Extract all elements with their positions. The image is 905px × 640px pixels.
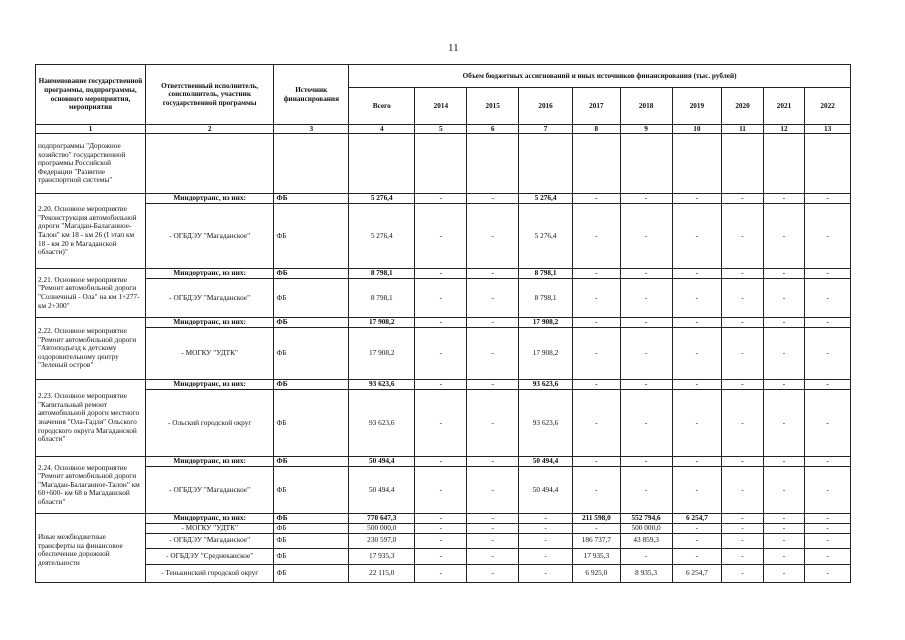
value-cell: -	[763, 467, 804, 514]
value-cell: -	[467, 390, 519, 457]
value-cell: 770 647,3	[349, 514, 415, 524]
executor-cell: Миндортранс, из них:	[145, 318, 274, 328]
value-cell: -	[415, 204, 467, 269]
value-cell: -	[573, 467, 621, 514]
table-row	[36, 548, 851, 564]
value-cell: -	[722, 279, 763, 318]
source-cell: ФБ	[274, 548, 349, 564]
value-cell: -	[722, 380, 763, 390]
value-cell: -	[722, 194, 763, 204]
table-row	[36, 380, 851, 390]
value-cell: -	[573, 204, 621, 269]
value-cell: -	[763, 390, 804, 457]
value-cell: -	[415, 533, 467, 548]
column-number-row	[36, 125, 851, 134]
value-cell: -	[467, 194, 519, 204]
source-cell: ФБ	[274, 318, 349, 328]
value-cell: -	[467, 269, 519, 279]
value-cell: -	[620, 457, 672, 467]
value-cell: 552 794,6	[620, 514, 672, 524]
value-cell: 93 623,6	[349, 380, 415, 390]
header-year: 2014	[415, 88, 467, 125]
table-row	[36, 269, 851, 279]
value-cell: -	[722, 390, 763, 457]
value-cell: -	[805, 269, 851, 279]
value-cell: -	[805, 524, 851, 534]
source-cell: ФБ	[274, 533, 349, 548]
value-cell: -	[415, 194, 467, 204]
value-cell: -	[672, 318, 722, 328]
value-cell: -	[722, 457, 763, 467]
value-cell: -	[415, 279, 467, 318]
header-year: 2016	[519, 88, 573, 125]
value-cell: -	[415, 269, 467, 279]
value-cell: -	[573, 318, 621, 328]
value-cell: -	[415, 548, 467, 564]
value-cell: -	[467, 467, 519, 514]
value-cell: -	[672, 467, 722, 514]
value-cell: 50 494,4	[519, 457, 573, 467]
header-funding: Объем бюджетных ассигнований и иных источников финансирования (тыс. рублей)	[349, 65, 851, 88]
value-cell: 5 276,4	[349, 194, 415, 204]
value-cell: -	[467, 328, 519, 380]
executor-cell: - ОГБДЭУ "Среднеканское"	[145, 548, 274, 564]
value-cell: -	[763, 457, 804, 467]
value-cell: 230 597,0	[349, 533, 415, 548]
executor-cell: Миндортранс, из них:	[145, 194, 274, 204]
executor-cell: - Тенькинский городской округ	[145, 564, 274, 582]
value-cell: -	[805, 467, 851, 514]
header-year: 2020	[722, 88, 763, 125]
value-cell: 500 000,0	[349, 524, 415, 534]
value-cell: 5 276,4	[519, 194, 573, 204]
value-cell: -	[805, 564, 851, 582]
value-cell: -	[805, 318, 851, 328]
table-row	[36, 204, 851, 269]
measure-name: 2.23. Основное мероприятие "Капитальный ремонт автомобильной дороги местного значения "Ола-Гадля" Ольского городского округа Магаданской области"	[36, 380, 146, 457]
funding-table	[35, 64, 851, 583]
value-cell: -	[467, 318, 519, 328]
value-cell: -	[672, 204, 722, 269]
value-cell: 43 859,3	[620, 533, 672, 548]
value-cell: 8 935,3	[620, 564, 672, 582]
value-cell: -	[763, 533, 804, 548]
value-cell: 6 925,0	[573, 564, 621, 582]
value-cell: 17 908,2	[519, 328, 573, 380]
value-cell: -	[620, 279, 672, 318]
column-number: 10	[672, 125, 722, 134]
value-cell: -	[672, 548, 722, 564]
table-row	[36, 564, 851, 582]
source-cell: ФБ	[274, 514, 349, 524]
source-cell: ФБ	[274, 269, 349, 279]
column-number: 4	[349, 125, 415, 134]
value-cell: -	[722, 204, 763, 269]
value-cell: -	[805, 279, 851, 318]
executor-cell: Миндортранс, из них:	[145, 514, 274, 524]
value-cell: -	[415, 564, 467, 582]
table-row	[36, 390, 851, 457]
value-cell: -	[415, 328, 467, 380]
measure-name: 2.21. Основное мероприятие "Ремонт автомобильной дороги "Солнечный - Ола" на км 1+277- км 2+300"	[36, 269, 146, 318]
source-cell: ФБ	[274, 467, 349, 514]
header-name: Наименование государственной программы, подпрограммы, основного мероприятия, мероприятия	[36, 65, 146, 125]
value-cell: -	[415, 380, 467, 390]
value-cell: -	[467, 524, 519, 534]
value-cell: -	[805, 548, 851, 564]
column-number: 6	[467, 125, 519, 134]
value-cell: -	[573, 457, 621, 467]
value-cell: -	[573, 524, 621, 534]
source-cell: ФБ	[274, 194, 349, 204]
column-number: 1	[36, 125, 146, 134]
value-cell: -	[763, 279, 804, 318]
table-row	[36, 318, 851, 328]
header-year: 2017	[573, 88, 621, 125]
value-cell: -	[519, 533, 573, 548]
header-year: 2015	[467, 88, 519, 125]
value-cell: -	[519, 548, 573, 564]
value-cell: 17 935,3	[349, 548, 415, 564]
table-row	[36, 279, 851, 318]
value-cell: 17 908,2	[349, 318, 415, 328]
value-cell: -	[722, 514, 763, 524]
value-cell: -	[672, 194, 722, 204]
value-cell: -	[573, 380, 621, 390]
executor-cell: - ОГБДЭУ "Магаданское"	[145, 533, 274, 548]
value-cell: -	[467, 204, 519, 269]
source-cell: ФБ	[274, 328, 349, 380]
header-year: 2018	[620, 88, 672, 125]
value-cell: -	[722, 318, 763, 328]
value-cell: -	[722, 328, 763, 380]
value-cell: -	[672, 390, 722, 457]
page-number: 11	[448, 42, 459, 54]
value-cell: 500 000,0	[620, 524, 672, 534]
value-cell: -	[805, 194, 851, 204]
value-cell: -	[573, 269, 621, 279]
executor-cell: Миндортранс, из них:	[145, 380, 274, 390]
value-cell: -	[620, 390, 672, 457]
value-cell: -	[763, 564, 804, 582]
value-cell: -	[763, 318, 804, 328]
source-cell: ФБ	[274, 564, 349, 582]
source-cell: ФБ	[274, 524, 349, 534]
value-cell: 93 623,6	[519, 380, 573, 390]
executor-cell: - ОГБДЭУ "Магаданское"	[145, 467, 274, 514]
value-cell: -	[722, 564, 763, 582]
value-cell: 5 276,4	[519, 204, 573, 269]
value-cell: -	[763, 328, 804, 380]
table-row	[36, 194, 851, 204]
value-cell: -	[805, 204, 851, 269]
header-year: 2021	[763, 88, 804, 125]
table-row	[36, 457, 851, 467]
value-cell: -	[519, 564, 573, 582]
value-cell: -	[573, 390, 621, 457]
value-cell: -	[722, 467, 763, 514]
value-cell: 17 935,3	[573, 548, 621, 564]
transfers-name: Иные межбюджетные трансферты на финансовое обеспечение дорожной деятельности	[36, 514, 146, 583]
value-cell: -	[573, 328, 621, 380]
table-row	[36, 514, 851, 524]
value-cell: -	[763, 514, 804, 524]
value-cell: 93 623,6	[349, 390, 415, 457]
value-cell: -	[672, 328, 722, 380]
column-number: 13	[805, 125, 851, 134]
value-cell: 8 798,1	[349, 269, 415, 279]
table-row	[36, 524, 851, 534]
column-number: 12	[763, 125, 804, 134]
column-number: 5	[415, 125, 467, 134]
column-number: 3	[274, 125, 349, 134]
value-cell: -	[722, 533, 763, 548]
value-cell: -	[620, 467, 672, 514]
source-cell: ФБ	[274, 390, 349, 457]
value-cell: -	[763, 204, 804, 269]
value-cell: 50 494,4	[519, 467, 573, 514]
value-cell: -	[672, 533, 722, 548]
intro-row	[36, 134, 851, 194]
header-total: Всего	[349, 88, 415, 125]
value-cell: 186 737,7	[573, 533, 621, 548]
value-cell: 17 908,2	[519, 318, 573, 328]
value-cell: -	[805, 533, 851, 548]
value-cell: -	[415, 524, 467, 534]
value-cell: -	[722, 269, 763, 279]
value-cell: -	[672, 524, 722, 534]
value-cell: -	[467, 514, 519, 524]
value-cell: 50 494,4	[349, 457, 415, 467]
value-cell: -	[620, 328, 672, 380]
table-row	[36, 467, 851, 514]
value-cell: -	[722, 548, 763, 564]
table-row	[36, 328, 851, 380]
value-cell: 50 494,4	[349, 467, 415, 514]
executor-cell: - ОГБДЭУ "Магаданское"	[145, 279, 274, 318]
value-cell: -	[620, 318, 672, 328]
executor-cell: - МОГКУ "УДТК"	[145, 524, 274, 534]
value-cell: -	[467, 564, 519, 582]
value-cell: -	[672, 380, 722, 390]
value-cell: -	[467, 279, 519, 318]
value-cell: -	[722, 524, 763, 534]
value-cell: -	[805, 380, 851, 390]
value-cell: 93 623,6	[519, 390, 573, 457]
executor-cell: - МОГКУ "УДТК"	[145, 328, 274, 380]
executor-cell: - Ольский городской округ	[145, 390, 274, 457]
value-cell: 211 598,0	[573, 514, 621, 524]
value-cell: 22 115,0	[349, 564, 415, 582]
column-number: 9	[620, 125, 672, 134]
intro-text: подпрограммы "Дорожное хозяйство" государственной программы Российской Федерации "Развитие транспортной системы"	[36, 134, 146, 194]
executor-cell: Миндортранс, из них:	[145, 457, 274, 467]
value-cell: -	[467, 548, 519, 564]
value-cell: -	[620, 204, 672, 269]
value-cell: 8 798,1	[519, 279, 573, 318]
value-cell: -	[415, 457, 467, 467]
source-cell: ФБ	[274, 279, 349, 318]
table-row	[36, 533, 851, 548]
value-cell: -	[672, 457, 722, 467]
value-cell: -	[519, 514, 573, 524]
value-cell: 6 254,7	[672, 564, 722, 582]
executor-cell: - ОГБДЭУ "Магаданское"	[145, 204, 274, 269]
value-cell: -	[620, 194, 672, 204]
value-cell: 8 798,1	[519, 269, 573, 279]
value-cell: -	[805, 390, 851, 457]
source-cell: ФБ	[274, 204, 349, 269]
value-cell: -	[573, 194, 621, 204]
executor-cell: Миндортранс, из них:	[145, 269, 274, 279]
measure-name: 2.22. Основное мероприятие "Ремонт автомобильной дороги "Автоподъезд к детскому оздоровительному центру "Зеленый остров"	[36, 318, 146, 380]
header-year: 2022	[805, 88, 851, 125]
value-cell: 8 798,1	[349, 279, 415, 318]
value-cell: -	[805, 328, 851, 380]
value-cell: -	[620, 548, 672, 564]
value-cell: -	[672, 279, 722, 318]
value-cell: 5 276,4	[349, 204, 415, 269]
value-cell: 6 254,7	[672, 514, 722, 524]
value-cell: -	[415, 390, 467, 457]
value-cell: -	[763, 194, 804, 204]
source-cell: ФБ	[274, 380, 349, 390]
column-number: 8	[573, 125, 621, 134]
value-cell: -	[763, 269, 804, 279]
value-cell: -	[415, 467, 467, 514]
value-cell: -	[620, 269, 672, 279]
value-cell: -	[763, 548, 804, 564]
value-cell: -	[415, 514, 467, 524]
header-executor: Ответственный исполнитель, соисполнитель, участник государственной программы	[145, 65, 274, 125]
value-cell: -	[763, 380, 804, 390]
value-cell: -	[467, 533, 519, 548]
value-cell: -	[805, 514, 851, 524]
header-source: Источник финансирования	[274, 65, 349, 125]
value-cell: -	[805, 457, 851, 467]
measure-name: 2.24. Основное мероприятие "Ремонт автомобильной дороги "Магадан-Балаганное-Талон" км 60+600- км 68 в Магаданской области"	[36, 457, 146, 514]
value-cell: -	[415, 318, 467, 328]
value-cell: -	[620, 380, 672, 390]
header-year: 2019	[672, 88, 722, 125]
value-cell: -	[763, 524, 804, 534]
value-cell: -	[519, 524, 573, 534]
value-cell: -	[672, 269, 722, 279]
column-number: 2	[145, 125, 274, 134]
measure-name: 2.20. Основное мероприятие "Реконструкция автомобильной дороги "Магадан-Балаганное-Талон" км 18 - км 26 (I этап км 18 - км 20 в Магаданской области)"	[36, 194, 146, 269]
value-cell: -	[573, 279, 621, 318]
value-cell: -	[467, 457, 519, 467]
value-cell: -	[467, 380, 519, 390]
column-number: 11	[722, 125, 763, 134]
value-cell: 17 908,2	[349, 328, 415, 380]
source-cell: ФБ	[274, 457, 349, 467]
column-number: 7	[519, 125, 573, 134]
